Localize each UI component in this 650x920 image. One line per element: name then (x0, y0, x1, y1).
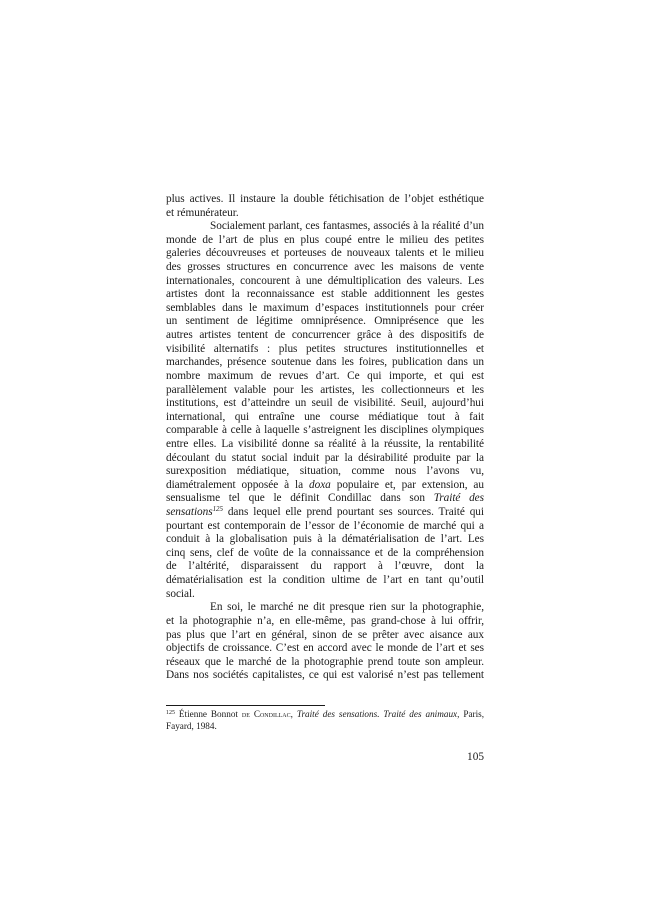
text-line: semblables dans le maximum d’espaces institutionnels pour créer (166, 301, 484, 314)
text-line: institutions, est d’atteindre un seuil de visibilité. Seuil, aujourd’hui (166, 397, 484, 410)
text-line: comparable à celle à laquelle s’astreignent les disciplines olympiques (166, 424, 484, 437)
footnote-125 (166, 708, 484, 732)
footnote-reference[interactable]: 125 (212, 505, 223, 514)
text-line (166, 492, 484, 506)
text-line: En soi, le marché ne dit presque rien sur la photographie, (210, 601, 484, 614)
text-line: entre elles. La visibilité donne sa réalité à la réussite, la rentabilité (166, 437, 484, 450)
text-line: découlant du statut social induit par la désirabilité produite par la (166, 451, 484, 464)
text-run: diamétralement opposée à la (166, 478, 310, 491)
text-line: internationales, concourent à une démultiplication des valeurs. Les (166, 274, 484, 287)
italic-book-title: Traité des (433, 492, 484, 505)
text-line: international, qui entraîne une course médiatique tout à fait (166, 410, 484, 423)
text-line: Socialement parlant, ces fantasmes, associés à la réalité d’un (210, 220, 484, 233)
text-line: nombre maximum de revues d’art. Ce qui importe, et qui est (166, 369, 484, 382)
text-line: et rémunérateur. (166, 206, 239, 219)
text-line: et la photographie n’a, en elle-même, pas grand-chose à lui offrir, (166, 614, 484, 627)
footnote-separator (166, 705, 325, 706)
page-number: 105 (467, 751, 484, 763)
text-line: plus actives. Il instaure la double fétichisation de l’objet esthétique (166, 193, 484, 205)
text-line: pourtant est contemporain de l’essor de l’économie de marché qui a (166, 519, 484, 532)
text-run: populaire et, par extension, au (330, 478, 484, 491)
text-line: parallèlement valable pour les artistes, les collectionneurs et les (166, 383, 484, 396)
text-line: cinq sens, clef de voûte de la connaissance et de la compréhension (166, 546, 484, 559)
text-line: autres artistes tentent de concurrencer grâce à des dispositifs de (166, 329, 484, 342)
text-line (166, 506, 484, 520)
italic-book-title: sensations (166, 506, 213, 519)
body-text (166, 193, 484, 683)
text-line: pas plus que l’art en général, sinon de se prêter avec aisance aux (166, 628, 484, 641)
footnote-author-first: Étienne Bonnot (175, 709, 242, 719)
text-line: social. (166, 587, 195, 600)
text-line (166, 479, 484, 493)
text-line: réseaux que le marché de la photographie prend toute son ampleur. (166, 655, 484, 668)
text-line: conduit à la globalisation puis à la dématérialisation de l’art. Les (166, 533, 484, 546)
text-run: , (290, 709, 297, 719)
footnote-line (166, 708, 484, 720)
paragraph-3 (166, 601, 484, 683)
italic-term-doxa: doxa (309, 478, 331, 491)
footnote-author-last: de Condillac (241, 709, 291, 719)
text-line: de l’altérité, disparaissent du rapport à l’œuvre, dont la (166, 560, 484, 573)
text-line: surexposition médiatique, situation, comme nous l’avons vu, (166, 465, 484, 478)
text-line: visibilité alternatifs : plus petites structures institutionnelles et (166, 342, 484, 355)
paragraph-2 (166, 220, 484, 601)
paragraph-1 (166, 193, 484, 220)
text-line: objectifs de croissance. C’est en accord avec le monde de l’art et ses (166, 642, 484, 655)
text-line: des grosses structures en concurrence avec les maisons de vente (166, 261, 484, 274)
text-line: Dans nos sociétés capitalistes, ce qui est valorisé n’est pas tellement (166, 669, 484, 682)
text-line: monde de l’art de plus en plus coupé entre le milieu des petites (166, 233, 484, 246)
footnote-number: 125 (166, 710, 175, 716)
text-run: dans lequel elle prend pourtant ses sources. Traité qui (222, 506, 484, 519)
text-line: marchandes, présence soutenue dans les foires, publication dans un (166, 356, 484, 369)
footnote-book-title: Traité des sensations. Traité des animaux (296, 709, 458, 719)
text-line: galeries découvreuses et porteuses de nouveaux talents et le milieu (166, 247, 484, 260)
text-run: , Paris, (457, 709, 485, 719)
text-run: sensualisme tel que le définit Condillac dans son (166, 492, 434, 505)
text-line: dématérialisation est la condition ultime de l’art en tant qu’outil (166, 574, 484, 587)
footnote-line: Fayard, 1984. (166, 721, 217, 731)
text-line: artistes dont la reconnaissance est stable additionnent les gestes (166, 288, 484, 301)
text-line: un sentiment de légitime omniprésence. Omniprésence que les (166, 315, 484, 328)
